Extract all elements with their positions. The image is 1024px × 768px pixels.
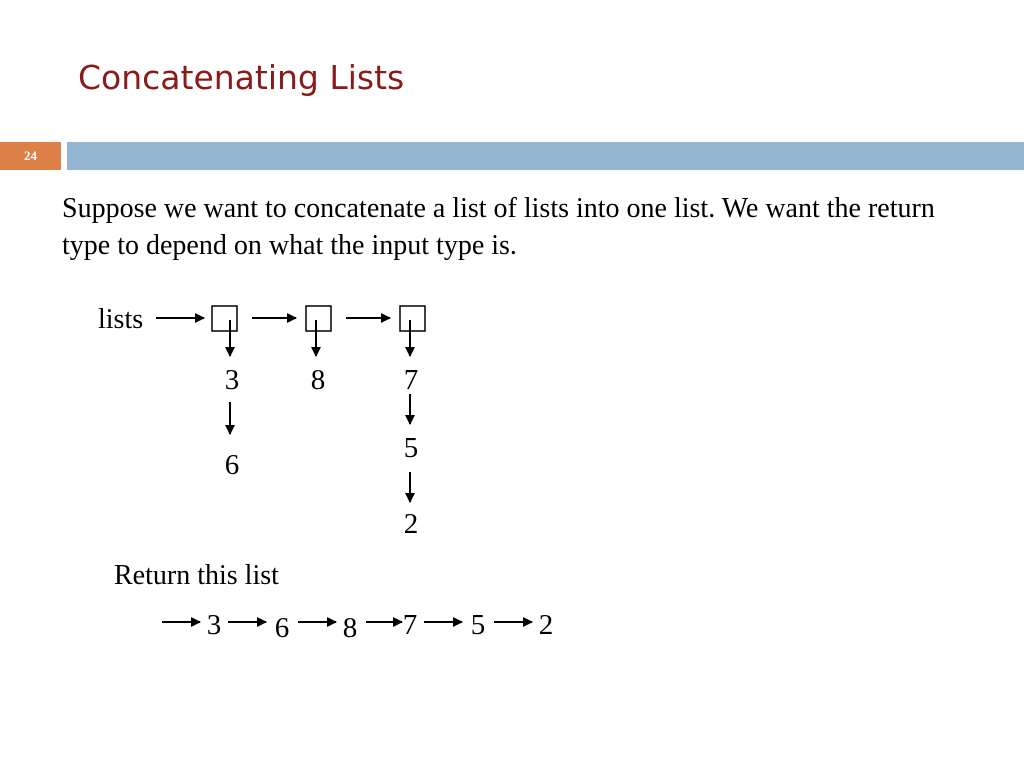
inner-1-value-2: 6: [224, 449, 240, 481]
result-value-5: 5: [470, 609, 486, 641]
result-value-4: 7: [402, 609, 418, 641]
inner-1-value-1: 3: [224, 364, 240, 396]
outer-node-1: [212, 306, 237, 331]
outer-node-3: [400, 306, 425, 331]
result-value-3: 8: [342, 612, 358, 644]
page-number: 24: [24, 148, 37, 163]
result-value-2: 6: [274, 612, 290, 644]
inner-3-value-2: 5: [403, 432, 419, 464]
result-caption: Return this list: [114, 560, 279, 591]
intro-paragraph: Suppose we want to concatenate a list of lists into one list. We want the return type to depend on what the input type is.: [62, 193, 935, 261]
inner-2-value-1: 8: [310, 364, 326, 396]
inner-3-value-1: 7: [403, 364, 419, 396]
result-value-6: 2: [538, 609, 554, 641]
lists-label: lists: [98, 304, 144, 335]
slide-title: Concatenating Lists: [78, 58, 405, 97]
inner-3-value-3: 2: [403, 508, 419, 540]
result-value-1: 3: [206, 609, 222, 641]
outer-node-2: [306, 306, 331, 331]
